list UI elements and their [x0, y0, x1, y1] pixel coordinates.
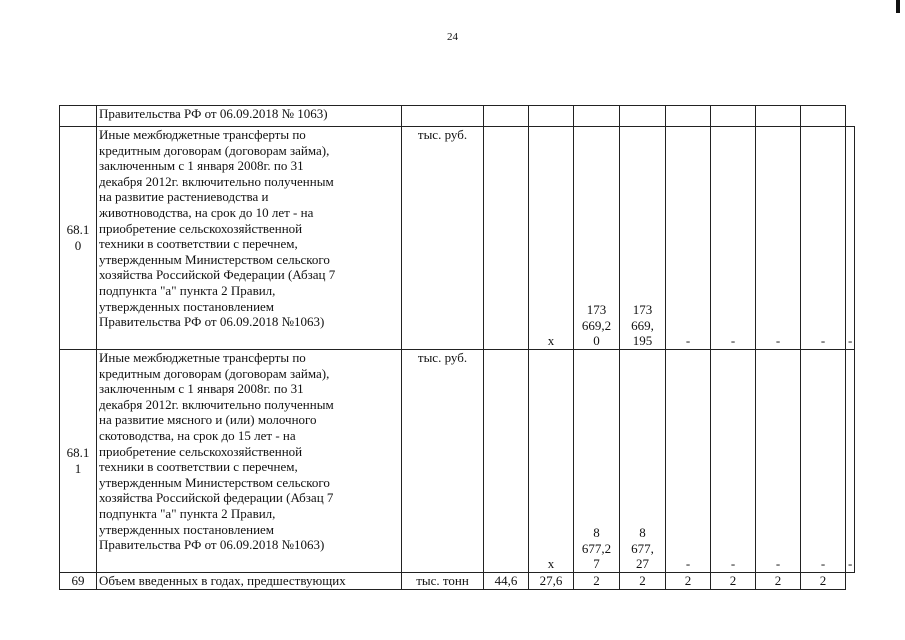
- value-cell: х: [529, 350, 574, 573]
- row-description: Иные межбюджетные трансферты по кредитным договорам (договорам займа), заключенным с 1 января 2008г. по 31 декабря 2012г. включительно полученным на развитие растениеводства и животноводства, на срок до 10 лет - на приобретение сельскохозяйственной техники в соответствии с перечнем, утвержденным Министерством сельского хозяйства Российской Федерации (Абзац 7 подпункта "а" пункта 2 Правил, утвержденных постановлением Правительства РФ от 06.09.2018 №1063): [97, 127, 402, 350]
- value-cell: х: [529, 127, 574, 350]
- value-cell: [574, 106, 620, 127]
- value-cell: [529, 106, 574, 127]
- value-cell: [756, 106, 801, 127]
- value-cell: 8 677,2 7: [574, 350, 620, 573]
- value-cell: 2: [574, 573, 620, 590]
- value-cell: -: [666, 127, 711, 350]
- table-row: [60, 127, 855, 350]
- table-row: [60, 106, 855, 127]
- value-cell: -: [711, 127, 756, 350]
- page-number: 24: [447, 31, 458, 43]
- row-description: Иные межбюджетные трансферты по кредитным договорам (договорам займа), заключенным с 1 января 2008г. по 31 декабря 2012г. включительно полученным на развитие мясного и (или) молочного скотоводства, на срок до 15 лет - на приобретение сельскохозяйственной техники в соответствии с перечнем, утвержденным Министерством сельского хозяйства Российской федерации (Абзац 7 подпункта "а" пункта 2 Правил, утвержденных постановлением Правительства РФ от 06.09.2018 №1063): [97, 350, 402, 573]
- row-description: Объем введенных в годах, предшествующих: [97, 573, 402, 590]
- value-cell: [484, 127, 529, 350]
- row-number: 68.1 0: [60, 127, 97, 350]
- value-cell: 27,6: [529, 573, 574, 590]
- value-cell: 2: [711, 573, 756, 590]
- value-cell: -: [846, 127, 855, 350]
- row-unit: [402, 106, 484, 127]
- row-unit: тыс. тонн: [402, 573, 484, 590]
- value-cell: 173 669,2 0: [574, 127, 620, 350]
- row-unit: тыс. руб.: [402, 350, 484, 573]
- value-cell: [620, 106, 666, 127]
- value-cell: -: [711, 350, 756, 573]
- value-cell: -: [756, 350, 801, 573]
- value-cell: [711, 106, 756, 127]
- table-row: [60, 350, 855, 573]
- value-cell: 2: [666, 573, 711, 590]
- value-cell: 8 677, 27: [620, 350, 666, 573]
- value-cell: [484, 106, 529, 127]
- value-cell: -: [846, 350, 855, 573]
- value-cell: 2: [801, 573, 846, 590]
- value-cell: -: [801, 127, 846, 350]
- value-cell: -: [666, 350, 711, 573]
- corner-mark: [896, 0, 900, 13]
- value-cell: [484, 350, 529, 573]
- value-cell: -: [801, 350, 846, 573]
- value-cell: 2: [756, 573, 801, 590]
- value-cell: -: [756, 127, 801, 350]
- row-number: [60, 106, 97, 127]
- row-number: 68.1 1: [60, 350, 97, 573]
- value-cell: 173 669, 195: [620, 127, 666, 350]
- value-cell: [801, 106, 846, 127]
- value-cell: 44,6: [484, 573, 529, 590]
- data-table: [59, 105, 855, 590]
- table-row: [60, 573, 855, 590]
- value-cell: 2: [620, 573, 666, 590]
- value-cell: [666, 106, 711, 127]
- row-unit: тыс. руб.: [402, 127, 484, 350]
- row-description: Правительства РФ от 06.09.2018 № 1063): [97, 106, 402, 127]
- row-number: 69: [60, 573, 97, 590]
